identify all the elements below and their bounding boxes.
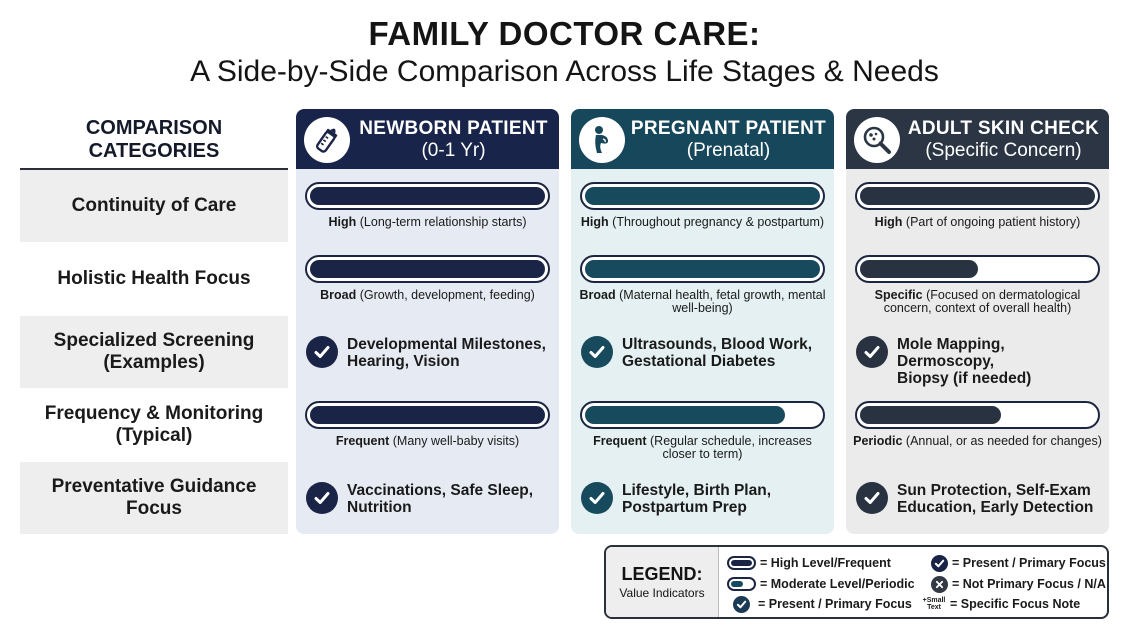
cell-guidance xyxy=(571,462,834,534)
category-continuity xyxy=(20,170,288,242)
level-note: Frequent (Many well-baby visits) xyxy=(335,434,520,448)
legend-item-not-primary: = Not Primary Focus / N/A xyxy=(931,575,1106,593)
category-label: Specialized Screening xyxy=(53,330,255,351)
level-note: High (Part of ongoing patient history) xyxy=(874,215,1081,229)
guidance-text: Lifestyle, Birth Plan, Postpartum Prep xyxy=(622,482,772,516)
cell-frequency xyxy=(296,389,559,461)
bar-partial-icon xyxy=(727,577,756,591)
level-bar xyxy=(855,401,1100,429)
level-bar-fill xyxy=(585,260,820,278)
column-subtitle: (0-1 Yr) xyxy=(421,140,486,161)
magnifier-skin-icon xyxy=(854,117,900,163)
title-line-2: A Side-by-Side Comparison Across Life Stages & Needs xyxy=(190,55,939,88)
cell-screening xyxy=(846,316,1109,388)
level-note: Specific (Focused on dermatological concern, context of overall health) xyxy=(874,288,1081,315)
column-subtitle: (Specific Concern) xyxy=(925,140,1082,161)
column-header xyxy=(846,109,1109,169)
column-title: NEWBORN PATIENT xyxy=(359,118,548,139)
column-title: PREGNANT PATIENT xyxy=(630,118,827,139)
category-label: Holistic Health Focus xyxy=(57,268,251,289)
cell-holistic xyxy=(846,243,1109,315)
categories-header-line-2: CATEGORIES xyxy=(88,140,220,162)
cell-frequency xyxy=(846,389,1109,461)
screening-text: Ultrasounds, Blood Work, Gestational Diabetes xyxy=(622,336,813,370)
level-bar-fill xyxy=(585,406,785,424)
category-sublabel: Focus xyxy=(126,498,182,519)
screening-text: Mole Mapping, Dermoscopy, Biopsy (if needed) xyxy=(897,336,1032,387)
legend-divider xyxy=(718,547,719,617)
level-note: High (Long-term relationship starts) xyxy=(328,215,527,229)
category-screening xyxy=(20,316,288,388)
cell-continuity xyxy=(571,170,834,242)
category-label: Continuity of Care xyxy=(71,195,237,216)
column-header xyxy=(571,109,834,169)
cell-continuity xyxy=(846,170,1109,242)
column-adult-skin-check xyxy=(846,109,1109,534)
check-circle-icon xyxy=(733,596,750,613)
check-circle-icon xyxy=(581,482,613,514)
category-frequency xyxy=(20,389,288,461)
column-subtitle: (Prenatal) xyxy=(686,140,771,161)
level-bar-fill xyxy=(310,260,545,278)
cell-continuity xyxy=(296,170,559,242)
level-bar xyxy=(580,401,825,429)
title-line-1: FAMILY DOCTOR CARE: xyxy=(368,15,761,52)
guidance-text: Vaccinations, Safe Sleep, Nutrition xyxy=(347,482,534,516)
column-title: ADULT SKIN CHECK xyxy=(907,118,1100,139)
cell-guidance xyxy=(296,462,559,534)
level-note: Broad (Growth, development, feeding) xyxy=(320,288,535,302)
cell-holistic xyxy=(571,243,834,315)
cell-holistic xyxy=(296,243,559,315)
level-bar xyxy=(580,255,825,283)
level-bar xyxy=(305,182,550,210)
level-note: High (Throughout pregnancy & postpartum) xyxy=(580,215,825,229)
column-pregnant xyxy=(571,109,834,534)
cell-guidance xyxy=(846,462,1109,534)
legend-item-high: = High Level/Frequent xyxy=(727,554,891,572)
column-header xyxy=(296,109,559,169)
category-guidance xyxy=(20,462,288,534)
level-bar xyxy=(305,401,550,429)
level-note: Periodic (Annual, or as needed for changes) xyxy=(853,434,1102,448)
check-circle-icon xyxy=(931,555,948,572)
category-sublabel: (Typical) xyxy=(115,425,193,446)
legend-title: LEGEND: xyxy=(621,564,703,584)
small-text-icon: +Small Text xyxy=(922,597,946,611)
level-bar-fill xyxy=(310,187,545,205)
check-circle-icon xyxy=(306,482,338,514)
check-circle-icon xyxy=(581,336,613,368)
screening-text: Developmental Milestones, Hearing, Vision xyxy=(347,336,546,370)
level-bar xyxy=(305,255,550,283)
level-bar-fill xyxy=(860,260,978,278)
legend-subtitle: Value Indicators xyxy=(619,586,705,600)
page-title xyxy=(0,14,1129,90)
legend-item-present-right: = Present / Primary Focus xyxy=(931,554,1106,572)
cell-frequency xyxy=(571,389,834,461)
pregnant-woman-icon xyxy=(579,117,625,163)
column-newborn xyxy=(296,109,559,534)
x-circle-icon xyxy=(931,576,948,593)
category-holistic xyxy=(20,243,288,315)
level-bar-fill xyxy=(310,406,545,424)
category-sublabel: (Examples) xyxy=(103,352,205,373)
check-circle-icon xyxy=(306,336,338,368)
level-bar xyxy=(855,182,1100,210)
baby-bottle-icon xyxy=(304,117,350,163)
cell-screening xyxy=(571,316,834,388)
legend-title-box xyxy=(606,547,718,617)
level-note: Frequent (Regular schedule, increases closer to term) xyxy=(593,434,812,461)
legend-item-specific-note: +Small Text = Specific Focus Note xyxy=(922,597,1081,611)
level-bar xyxy=(580,182,825,210)
level-note: Broad (Maternal health, fetal growth, mental well-being) xyxy=(579,288,826,315)
cell-screening xyxy=(296,316,559,388)
level-bar-fill xyxy=(860,187,1095,205)
legend-item-present-left: = Present / Primary Focus xyxy=(733,595,912,613)
categories-header xyxy=(20,110,288,170)
level-bar xyxy=(855,255,1100,283)
category-label: Frequency & Monitoring xyxy=(44,403,264,424)
level-bar-fill xyxy=(585,187,820,205)
categories-header-line-1: COMPARISON xyxy=(85,117,223,139)
check-circle-icon xyxy=(856,482,888,514)
legend-item-moderate: = Moderate Level/Periodic xyxy=(727,575,915,593)
level-bar-fill xyxy=(860,406,1001,424)
check-circle-icon xyxy=(856,336,888,368)
guidance-text: Sun Protection, Self-Exam Education, Early Detection xyxy=(897,482,1094,516)
legend xyxy=(604,545,1109,619)
category-label: Preventative Guidance xyxy=(51,476,257,497)
bar-full-icon xyxy=(727,556,756,570)
